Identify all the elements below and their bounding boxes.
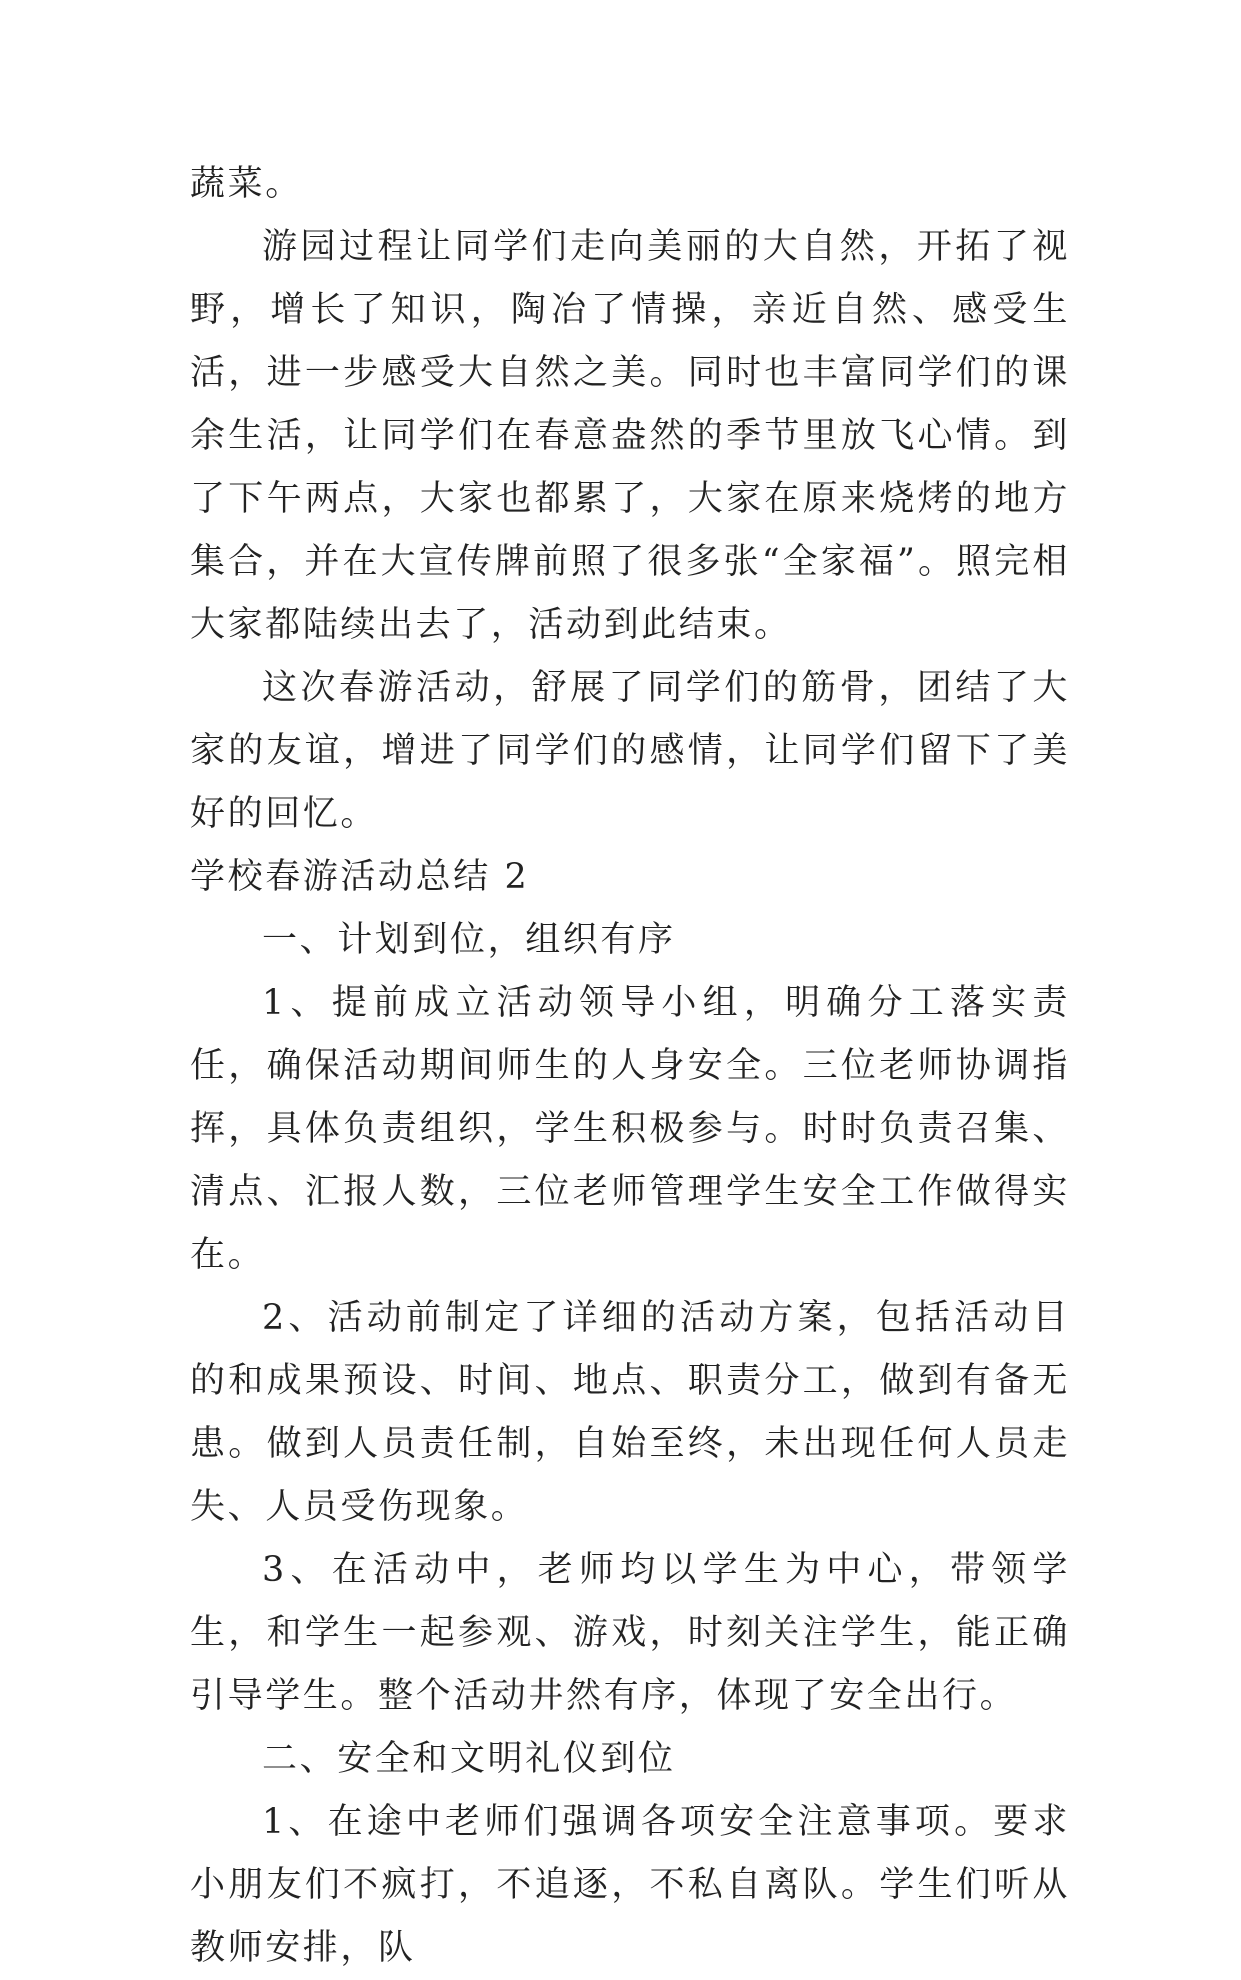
paragraph: 游园过程让同学们走向美丽的大自然，开拓了视野，增长了知识，陶冶了情操，亲近自然、感受生活，进一步感受大自然之美。同时也丰富同学们的课余生活，让同学们在春意盎然的季节里放飞心情。到了下午两点，大家也都累了，大家在原来烧烤的地方集合，并在大宣传牌前照了很多张“全家福”。照完相大家都陆续出去了，活动到此结束。 [190, 227, 1070, 645]
paragraph: 这次春游活动，舒展了同学们的筋骨，团结了大家的友谊，增进了同学们的感情，让同学们留下了美好的回忆。 [190, 668, 1070, 834]
paragraph: 2、活动前制定了详细的活动方案，包括活动目的和成果预设、时间、地点、职责分工，做到有备无患。做到人员责任制，自始至终，未出现任何人员走失、人员受伤现象。 [190, 1298, 1070, 1527]
subsection-heading: 一、计划到位，组织有序 [262, 920, 676, 960]
document-body [190, 153, 1070, 1980]
paragraph: 蔬菜。 [190, 164, 303, 204]
paragraph: 1、在途中老师们强调各项安全注意事项。要求小朋友们不疯打，不追逐，不私自离队。学生们听从教师安排，队 [190, 1802, 1070, 1968]
paragraph: 1、提前成立活动领导小组，明确分工落实责任，确保活动期间师生的人身安全。三位老师协调指挥，具体负责组织，学生积极参与。时时负责召集、清点、汇报人数，三位老师管理学生安全工作做得实在。 [190, 983, 1070, 1275]
paragraph: 3、在活动中，老师均以学生为中心，带领学生，和学生一起参观、游戏，时刻关注学生，能正确引导学生。整个活动井然有序，体现了安全出行。 [190, 1550, 1070, 1716]
subsection-heading: 二、安全和文明礼仪到位 [262, 1739, 676, 1779]
section-title: 学校春游活动总结 2 [190, 857, 530, 897]
